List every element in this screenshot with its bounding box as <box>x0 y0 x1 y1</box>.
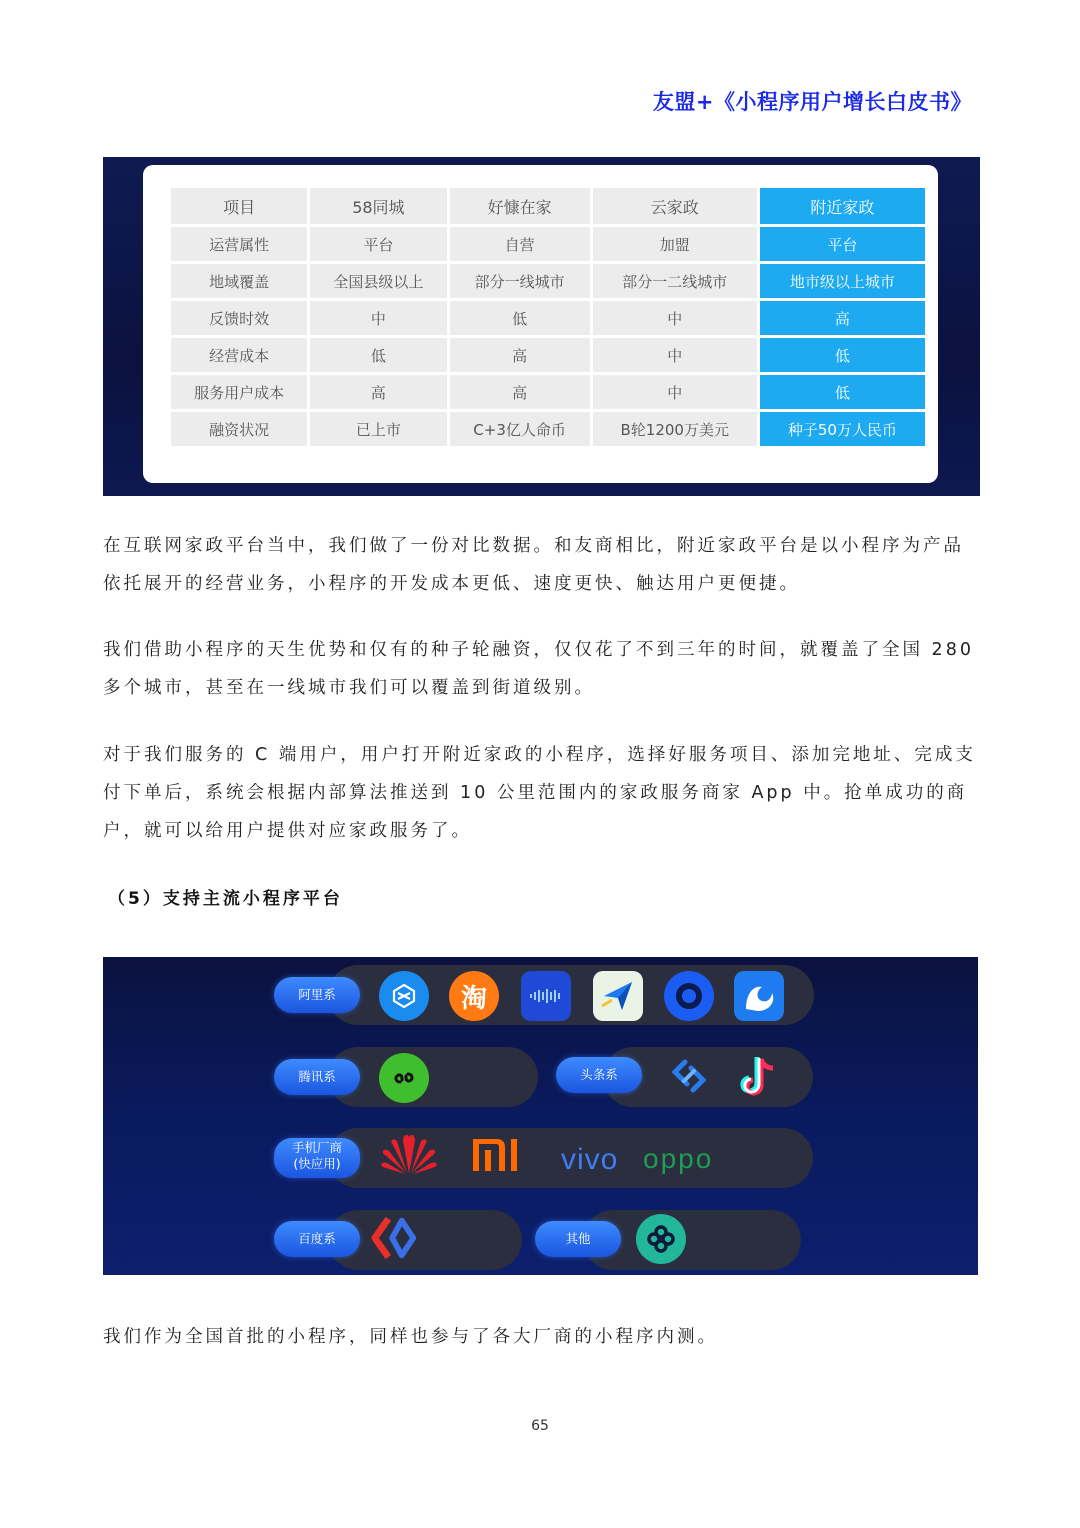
comparison-table-banner <box>103 157 980 496</box>
huawei-icon <box>379 1129 439 1177</box>
paragraph-beta-participation: 我们作为全国首批的小程序，同样也参与了各大厂商的小程序内测。 <box>103 1327 718 1347</box>
table-cell: 中 <box>593 301 757 335</box>
table-cell: 高 <box>450 375 590 409</box>
table-cell: 部分一线城市 <box>450 264 590 298</box>
table-header-cell-highlight: 附近家政 <box>760 188 925 224</box>
page-number: 65 <box>531 1418 549 1434</box>
table-cell: 融资状况 <box>171 412 307 446</box>
dingtalk-icon <box>664 971 714 1021</box>
alipay-icon <box>379 971 429 1021</box>
table-cell: 高 <box>450 338 590 372</box>
table-cell-highlight: 低 <box>760 375 925 409</box>
table-header-row <box>171 188 925 224</box>
baidu-tag: 百度系 <box>274 1221 360 1257</box>
table-row <box>171 264 925 298</box>
table-cell-highlight: 平台 <box>760 227 925 261</box>
table-cell: 已上市 <box>310 412 446 446</box>
comparison-table-card <box>143 165 938 483</box>
table-header-cell: 好慷在家 <box>450 188 590 224</box>
document-header-title: 友盟+《小程序用户增长白皮书》 <box>652 90 972 114</box>
vendors-tag-line1: 手机厂商 <box>291 1140 342 1155</box>
table-cell: 中 <box>593 375 757 409</box>
table-cell: 部分一二线城市 <box>593 264 757 298</box>
oppo-logo: oppo <box>643 1143 714 1174</box>
amap-icon <box>593 971 643 1021</box>
table-cell: 加盟 <box>593 227 757 261</box>
table-cell: 中 <box>593 338 757 372</box>
table-cell: C+3亿人命币 <box>450 412 590 446</box>
section-title: （5）支持主流小程序平台 <box>108 889 343 909</box>
table-cell-highlight: 低 <box>760 338 925 372</box>
tmall-genie-icon <box>521 971 571 1021</box>
table-cell: 全国县级以上 <box>310 264 446 298</box>
xiaomi-icon <box>469 1135 523 1175</box>
platform-support-banner <box>103 957 978 1275</box>
paragraph-coverage: 我们借助小程序的天生优势和仅有的种子轮融资，仅仅花了不到三年的时间，就覆盖了全国 280 多个城市，甚至在一线城市我们可以覆盖到街道级别。 <box>103 640 974 698</box>
douyin-icon <box>734 1051 784 1101</box>
table-cell: 低 <box>450 301 590 335</box>
other-platform-icon <box>636 1214 686 1264</box>
table-cell: 低 <box>310 338 446 372</box>
paragraph-comparison-summary: 在互联网家政平台当中，我们做了一份对比数据。和友商相比，附近家政平台是以小程序为产品依托展开的经营业务，小程序的开发成本更低、速度更快、触达用户更便捷。 <box>103 536 964 594</box>
table-cell: 反馈时效 <box>171 301 307 335</box>
table-cell: 地域覆盖 <box>171 264 307 298</box>
table-cell: 运营属性 <box>171 227 307 261</box>
table-cell-highlight: 高 <box>760 301 925 335</box>
table-header-cell: 云家政 <box>593 188 757 224</box>
table-cell-highlight: 地市级以上城市 <box>760 264 925 298</box>
alibaba-tag: 阿里系 <box>274 977 360 1013</box>
table-row <box>171 301 925 335</box>
vendors-tag <box>274 1138 360 1178</box>
uc-browser-icon <box>734 971 784 1021</box>
others-tag: 其他 <box>535 1221 621 1257</box>
taobao-glyph: 淘 <box>460 983 487 1014</box>
comparison-table <box>168 185 928 449</box>
table-row <box>171 338 925 372</box>
table-cell: 高 <box>310 375 446 409</box>
vendors-tag-line2: (快应用) <box>293 1156 341 1171</box>
table-cell: B轮1200万美元 <box>593 412 757 446</box>
taobao-icon <box>449 971 499 1021</box>
table-cell: 平台 <box>310 227 446 261</box>
paragraph-user-flow: 对于我们服务的 C 端用户，用户打开附近家政的小程序，选择好服务项目、添加完地址、完成支付下单后，系统会根据内部算法推送到 10 公里范围内的家政服务商家 App 中。抢单成功的商户，就可以给用户提供对应家政服务了。 <box>103 745 976 841</box>
table-cell: 中 <box>310 301 446 335</box>
table-cell-highlight: 种子50万人民币 <box>760 412 925 446</box>
table-cell: 服务用户成本 <box>171 375 307 409</box>
table-row <box>171 375 925 409</box>
table-header-cell: 58同城 <box>310 188 446 224</box>
vivo-logo: vivo <box>561 1143 619 1176</box>
table-cell: 自营 <box>450 227 590 261</box>
wechat-miniprogram-icon <box>379 1053 429 1103</box>
table-cell: 经营成本 <box>171 338 307 372</box>
toutiao-link-icon <box>664 1051 714 1101</box>
baidu-smart-program-icon <box>371 1213 421 1263</box>
table-header-cell: 项目 <box>171 188 307 224</box>
table-row <box>171 412 925 446</box>
bytedance-tag: 头条系 <box>556 1057 642 1093</box>
table-row <box>171 227 925 261</box>
tencent-tag: 腾讯系 <box>274 1059 360 1095</box>
